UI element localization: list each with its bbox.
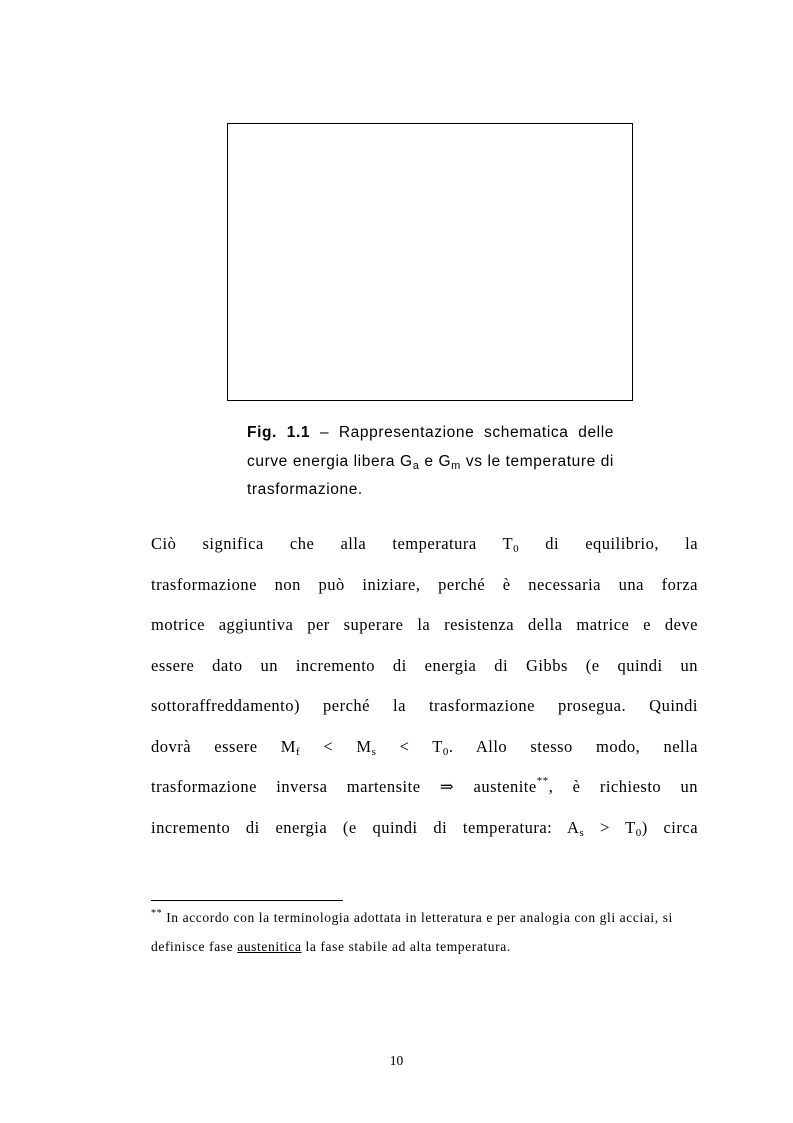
footnote-marker: **: [151, 908, 163, 919]
footnote-text-b: la fase stabile ad alta temperatura.: [305, 939, 511, 954]
page-number: 10: [389, 1053, 404, 1068]
caption-sub-a: a: [412, 459, 420, 472]
body-line-2: trasformazione non può iniziare, perché è necessaria una forza: [151, 574, 698, 594]
body-text: ) circa: [641, 817, 699, 837]
body-text: < M: [323, 736, 372, 756]
body-text: dovrà essere M: [151, 736, 296, 756]
body-text: trasformazione inversa martensite ⇒ austenite: [151, 777, 537, 796]
body-line-6: [151, 727, 698, 768]
subscript: s: [371, 745, 377, 758]
subscript: f: [295, 745, 301, 758]
body-text: . Allo stesso modo, nella: [448, 736, 699, 756]
subscript: 0: [513, 543, 520, 555]
figure-placeholder: [227, 123, 633, 401]
body-paragraph: [151, 524, 698, 848]
caption-dash: –: [319, 424, 330, 441]
caption-text-and: e G: [424, 452, 452, 470]
body-line-3: motrice aggiuntiva per superare la resistenza della matrice e deve: [151, 615, 698, 634]
body-text: , è richiesto un: [548, 777, 698, 796]
body-line-4: essere dato un incremento di energia di Gibbs (e quindi un: [151, 655, 698, 675]
body-text: di equilibrio, la: [545, 534, 699, 553]
body-line-5: sottoraffreddamento) perché la trasformazione prosegua. Quindi: [151, 696, 698, 715]
body-line-1: [151, 524, 698, 565]
footnote-text-a: In accordo con la terminologia adottata in letteratura e per analogia con gli acciai, si definisce fase: [151, 910, 673, 954]
footnote: [151, 903, 698, 961]
footnote-reference: **: [536, 775, 549, 787]
body-text: > T: [599, 817, 636, 837]
figure-caption: [247, 419, 614, 505]
body-line-7: [151, 767, 698, 808]
caption-sub-m: m: [451, 459, 461, 472]
footnote-underlined-term: austenitica: [237, 939, 302, 954]
subscript: 0: [635, 826, 642, 839]
caption-text-pre: Rappresentazione schematica delle curve energia libera G: [247, 424, 614, 470]
body-line-8: [151, 808, 698, 849]
body-text: Ciò significa che alla temperatura T: [151, 534, 514, 553]
figure-label: Fig. 1.1: [247, 424, 311, 441]
caption-text-post: vs le temperature di trasformazione.: [247, 452, 614, 498]
subscript: s: [579, 826, 585, 839]
subscript: 0: [442, 745, 449, 758]
body-text: incremento di energia (e quindi di temperatura: A: [151, 817, 580, 837]
footnote-divider: [151, 900, 343, 901]
body-text: < T: [399, 736, 443, 756]
